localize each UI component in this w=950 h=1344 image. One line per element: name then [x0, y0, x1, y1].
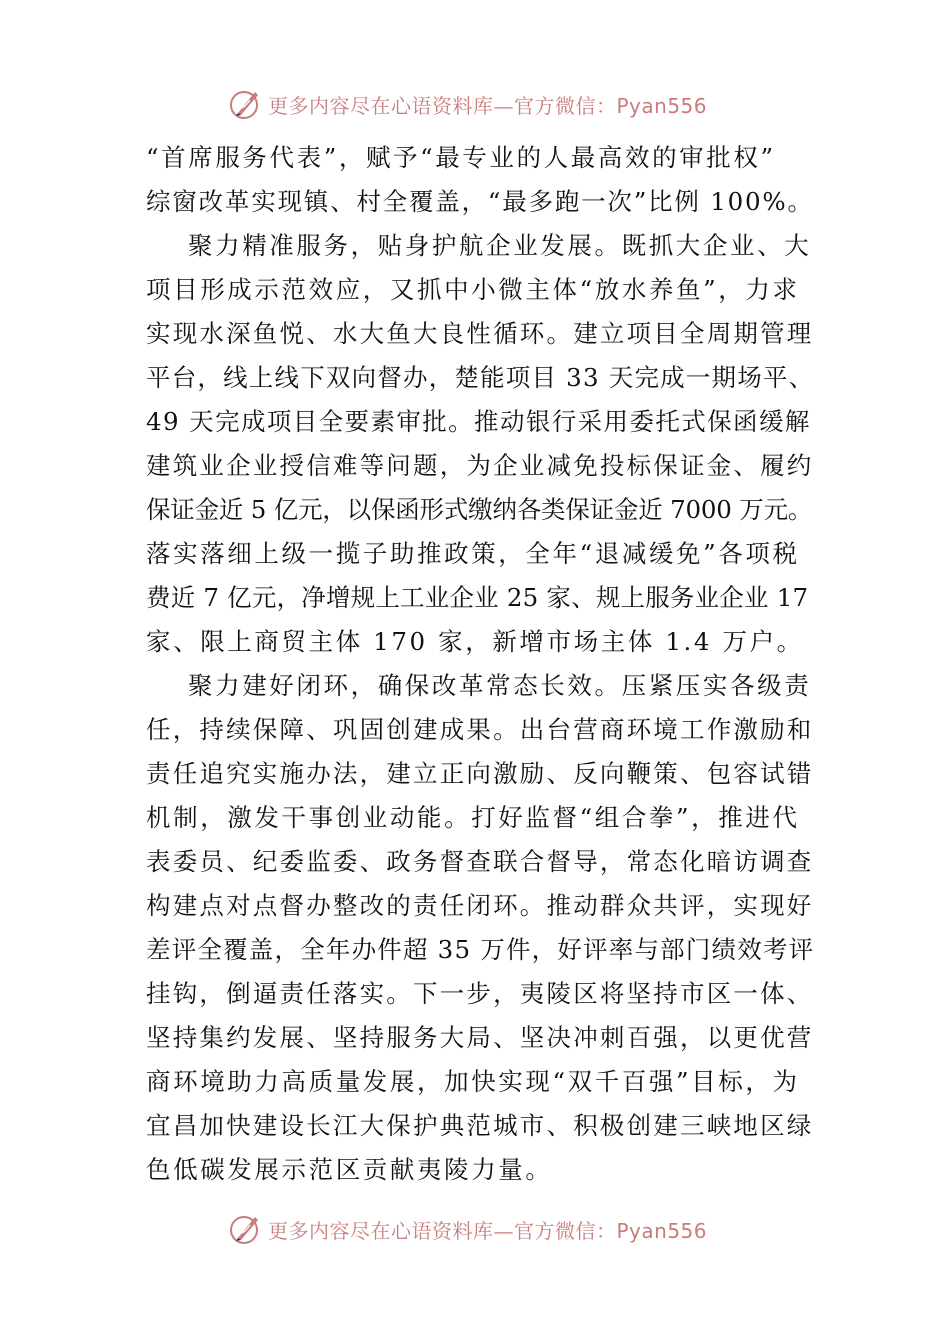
text-line: 项目形成示范效应，又抓中小微主体“放水养鱼”，力求 — [146, 275, 800, 304]
text-line: 坚持集约发展、坚持服务大局、坚决冲刺百强，以更优营 — [146, 1023, 814, 1052]
text-line: 任，持续保障、巩固创建成果。出台营商环境工作激励和 — [146, 715, 814, 744]
text-line: 差评全覆盖，全年办件超 35 万件，好评率与部门绩效考评 — [146, 935, 815, 964]
text-line: 49 天完成项目全要素审批。推动银行采用委托式保函缓解 — [146, 407, 811, 436]
watermark-text — [268, 90, 707, 119]
text-line: 费近 7 亿元，净增规上工业企业 25 家、规上服务业企业 17 — [146, 583, 809, 612]
text-line: “首席服务代表”，赋予“最专业的人最高效的审批权” — [146, 143, 776, 172]
text-line: 商环境助力高质量发展，加快实现“双千百强”目标，为 — [146, 1067, 800, 1096]
text-line: 责任追究实施办法，建立正向激励、反向鞭策、包容试错 — [146, 759, 814, 788]
document-body — [146, 136, 814, 1192]
header-watermark-banner — [228, 84, 748, 124]
text-line: 宜昌加快建设长江大保护典范城市、积极创建三峡地区绿 — [146, 1111, 814, 1140]
wechat-id: Pyan556 — [616, 93, 708, 118]
watermark-label: 更多内容尽在心语资料库—官方微信： — [268, 93, 617, 118]
text-line: 挂钩，倒逼责任落实。下一步，夷陵区将坚持市区一体、 — [146, 979, 814, 1008]
paragraph-start-line: 聚力建好闭环，确保改革常态长效。压紧压实各级责 — [188, 671, 812, 700]
text-line: 建筑业企业授信难等问题，为企业减免投标保证金、履约 — [146, 451, 814, 480]
pen-circle-logo-icon — [228, 86, 264, 122]
footer-watermark-banner — [228, 1209, 748, 1249]
text-line: 表委员、纪委监委、政务督查联合督导，常态化暗访调查 — [146, 847, 814, 876]
text-line: 色低碳发展示范区贡献夷陵力量。 — [146, 1155, 553, 1184]
text-line: 实现水深鱼悦、水大鱼大良性循环。建立项目全周期管理 — [146, 319, 814, 348]
text-line: 平台，线上线下双向督办，楚能项目 33 天完成一期场平、 — [146, 363, 815, 392]
text-line: 落实落细上级一揽子助推政策，全年“退减缓免”各项税 — [146, 539, 800, 568]
text-line: 家、限上商贸主体 170 家，新增市场主体 1.4 万户。 — [146, 627, 804, 656]
pen-circle-logo-icon — [228, 1211, 264, 1247]
watermark-label: 更多内容尽在心语资料库—官方微信： — [268, 1218, 617, 1243]
paragraph-start-line: 聚力精准服务，贴身护航企业发展。既抓大企业、大 — [188, 231, 812, 260]
text-line: 保证金近 5 亿元，以保函形式缴纳各类保证金近 7000 万元。 — [146, 495, 813, 524]
text-line: 综窗改革实现镇、村全覆盖，“最多跑一次”比例 100%。 — [146, 187, 814, 216]
text-line: 构建点对点督办整改的责任闭环。推动群众共评，实现好 — [146, 891, 814, 920]
watermark-text — [268, 1215, 707, 1244]
wechat-id: Pyan556 — [616, 1218, 708, 1243]
text-line: 机制，激发干事创业动能。打好监督“组合拳”，推进代 — [146, 803, 800, 832]
